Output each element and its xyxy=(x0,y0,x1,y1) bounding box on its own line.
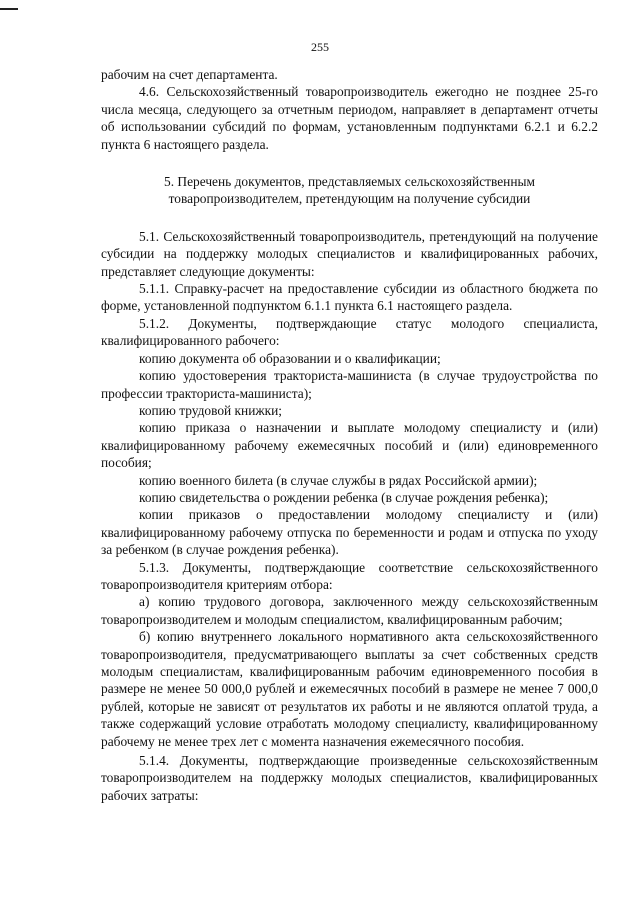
list-item-education-doc: копию документа об образовании и о квалификации; xyxy=(139,350,441,366)
list-item-leave-orders: копии приказов о предоставлении молодому специалисту и (или) квалифицированному рабочему отпуска по беременности и родам и отпуска по уходу за ребенком (в случае рождения ребенка). xyxy=(101,507,598,558)
paragraph-5-1-1: 5.1.1. Справку-расчет на предоставление субсидии из областного бюджета по форме, установленной подпунктом 6.1.1 пункта 6.1 настоящего раздела. xyxy=(101,281,598,314)
list-item-b-local-act: б) копию внутреннего локального нормативного акта сельскохозяйственного товаропроизводителя, предусматривающего выплаты за счет собственных средств молодым специалистам, квалифицированным рабочим единовременного пособия в размере не менее 50 000,0 рублей и ежемесячных пособий в размере не менее 7 000,0 рублей, которые не зависят от результатов их работы и не являются оплатой труда, а также содержащий условие отработать молодому специалисту, квалифицированному рабочему не менее трех лет с момента назначения ежемесячного пособия. xyxy=(101,629,598,749)
paragraph-5-1-2: 5.1.2. Документы, подтверждающие статус молодого специалиста, квалифицированного рабочего: xyxy=(101,315,598,349)
paragraph-5-1-4: 5.1.4. Документы, подтверждающие произведенные сельскохозяйственным товаропроизводителем на поддержку молодых специалистов, квалифицированных рабочих затраты: xyxy=(101,753,598,803)
list-item-a-employment-contract: а) копию трудового договора, заключенного между сельскохозяйственным товаропроизводителем и молодым специалистом, квалифицированным рабочим; xyxy=(101,594,598,627)
document-body xyxy=(101,66,598,804)
list-item-military-id: копию военного билета (в случае службы в рядах Российской армии); xyxy=(139,472,538,488)
paragraph-5-1-3: 5.1.3. Документы, подтверждающие соответствие сельскохозяйственного товаропроизводителя критериям отбора: xyxy=(101,559,598,592)
paragraph-continuation: рабочим на счет департамента. xyxy=(101,67,278,82)
scan-edge-mark xyxy=(0,8,18,10)
list-item-tractor-license: копию удостоверения тракториста-машиниста (в случае трудоустройства по профессии тракториста-машиниста); xyxy=(101,368,598,401)
list-item-birth-certificate: копию свидетельства о рождении ребенка (в случае рождения ребенка); xyxy=(139,489,549,505)
list-item-appointment-order: копию приказа о назначении и выплате молодому специалисту и (или) квалифицированному рабочему ежемесячных пособий и (или) единовременного пособия; xyxy=(101,420,598,471)
page-number: 255 xyxy=(311,40,329,54)
paragraph-4-6: 4.6. Сельскохозяйственный товаропроизводитель ежегодно не позднее 25-го числа месяца, следующего за отчетным периодом, направляет в департамент отчеты об использовании субсидий по формам, установленным подпунктами 6.2.1 и 6.2.2 пункта 6 настоящего раздела. xyxy=(101,84,598,152)
section-heading-5: 5. Перечень документов, представляемых сельскохозяйственным товаропроизводителем, претендующим на получение субсидии xyxy=(164,174,535,207)
paragraph-5-1: 5.1. Сельскохозяйственный товаропроизводитель, претендующий на получение субсидии на поддержку молодых специалистов и квалифицированных рабочих, представляет следующие документы: xyxy=(101,228,598,279)
list-item-work-book: копию трудовой книжки; xyxy=(139,402,283,418)
